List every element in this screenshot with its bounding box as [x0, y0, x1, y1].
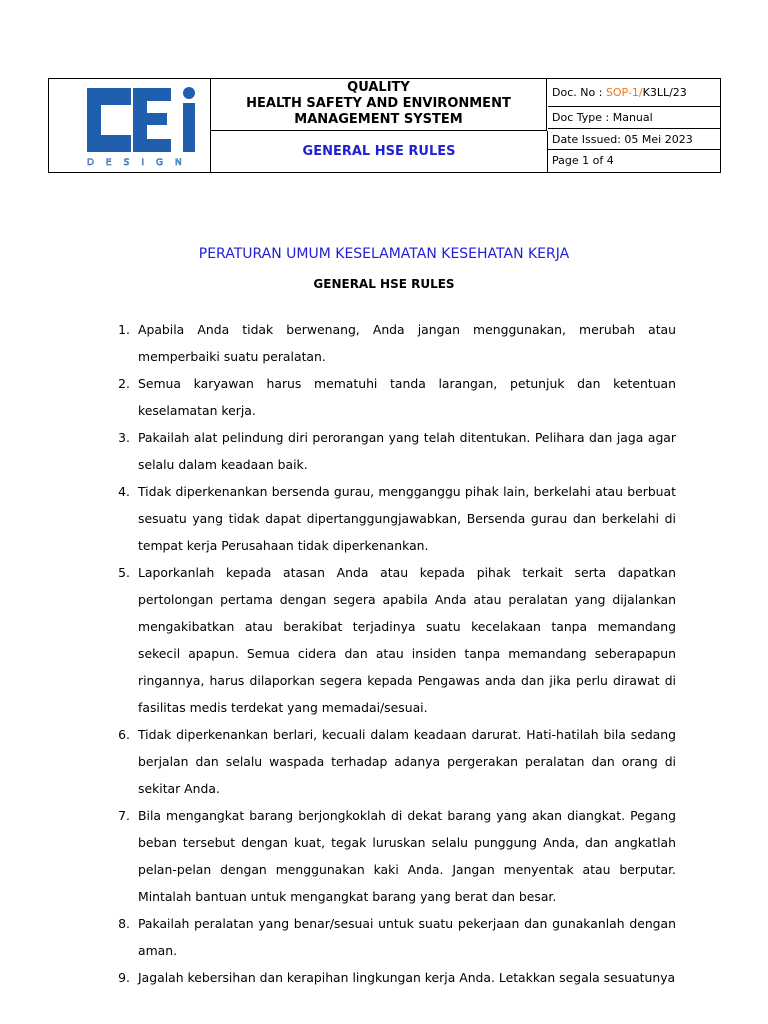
- title-line-hse: HEALTH SAFETY AND ENVIRONMENT: [246, 96, 511, 111]
- rule-item: 5. Laporkanlah kepada atasan Anda atau kepada pihak terkait serta dapatkan pertolongan pertama dengan segera apabila Anda atau peralatan yang dijalankan mengakibatkan atau berakibat terjadinya suatu kecelakaan tanpa memandang sekecil apapun. Semua cidera dan atau insiden tanpa memandang seberapapun ringannya, harus dilaporkan segera kepada Pengawas anda dan jika perlu dirawat di fasilitas medis terdekat yang memadai/sesuai.: [118, 565, 676, 715]
- rules-list: [108, 316, 676, 991]
- svg-text:DESIGN: DESIGN: [87, 158, 194, 168]
- rule-item: 9. Jagalah kebersihan dan kerapihan lingkungan kerja Anda. Letakkan segala sesuatunya: [118, 970, 676, 985]
- doc-number: Doc. No : SOP-1/K3LL/23: [548, 79, 720, 107]
- title-line-quality: QUALITY: [347, 80, 410, 95]
- document-title: PERATURAN UMUM KESELAMATAN KESEHATAN KERJA: [198, 246, 570, 262]
- company-logo: [49, 79, 210, 172]
- rule-item: 7. Bila mengangkat barang berjongkoklah di dekat barang yang akan diangkat. Pegang beban tersebut dengan kuat, tegak luruskan selalu punggung Anda, dan angkatlah pelan-pelan dengan menggunakan kaki Anda. Jangan menyentak atau berputar. Mintalah bantuan untuk mengangkat barang yang berat dan besar.: [118, 808, 676, 904]
- document-header-table: [48, 78, 721, 173]
- company-logo-cell: [49, 79, 211, 172]
- rule-item: 4. Tidak diperkenankan bersenda gurau, mengganggu pihak lain, berkelahi atau berbuat sesuatu yang tidak dapat dipertanggungjawabkan, Bersenda gurau dan berkelahi di tempat kerja Perusahaan tidak diperkenankan.: [118, 484, 676, 553]
- rule-item: 3. Pakailah alat pelindung diri perorangan yang telah ditentukan. Pelihara dan jaga agar selalu dalam keadaan baik.: [118, 430, 676, 472]
- rule-item: 6. Tidak diperkenankan berlari, kecuali dalam keadaan darurat. Hati-hatilah bila sedang berjalan dan selalu waspada terhadap adanya pergerakan peralatan dan orang di sekitar Anda.: [118, 727, 676, 796]
- page-number: Page 1 of 4: [552, 154, 614, 167]
- system-title-cell: [211, 79, 547, 131]
- rule-item: 1. Apabila Anda tidak berwenang, Anda jangan menggunakan, merubah atau memperbaiki suatu peralatan.: [118, 322, 676, 364]
- title-line-management: MANAGEMENT SYSTEM: [294, 112, 463, 127]
- doc-number-prefix: SOP-1/: [605, 86, 643, 99]
- rule-item: 2. Semua karyawan harus mematuhi tanda larangan, petunjuk dan ketentuan keselamatan kerja.: [118, 376, 676, 418]
- rule-item: 8. Pakailah peralatan yang benar/sesuai untuk suatu pekerjaan dan gunakanlah dengan aman.: [118, 916, 676, 958]
- doc-type: Doc Type : Manual: [548, 107, 720, 129]
- document-subject-cell: GENERAL HSE RULES: [211, 131, 548, 172]
- document-subtitle: GENERAL HSE RULES: [313, 277, 455, 291]
- date-issued: Date Issued: 05 Mei 2023: [548, 129, 720, 150]
